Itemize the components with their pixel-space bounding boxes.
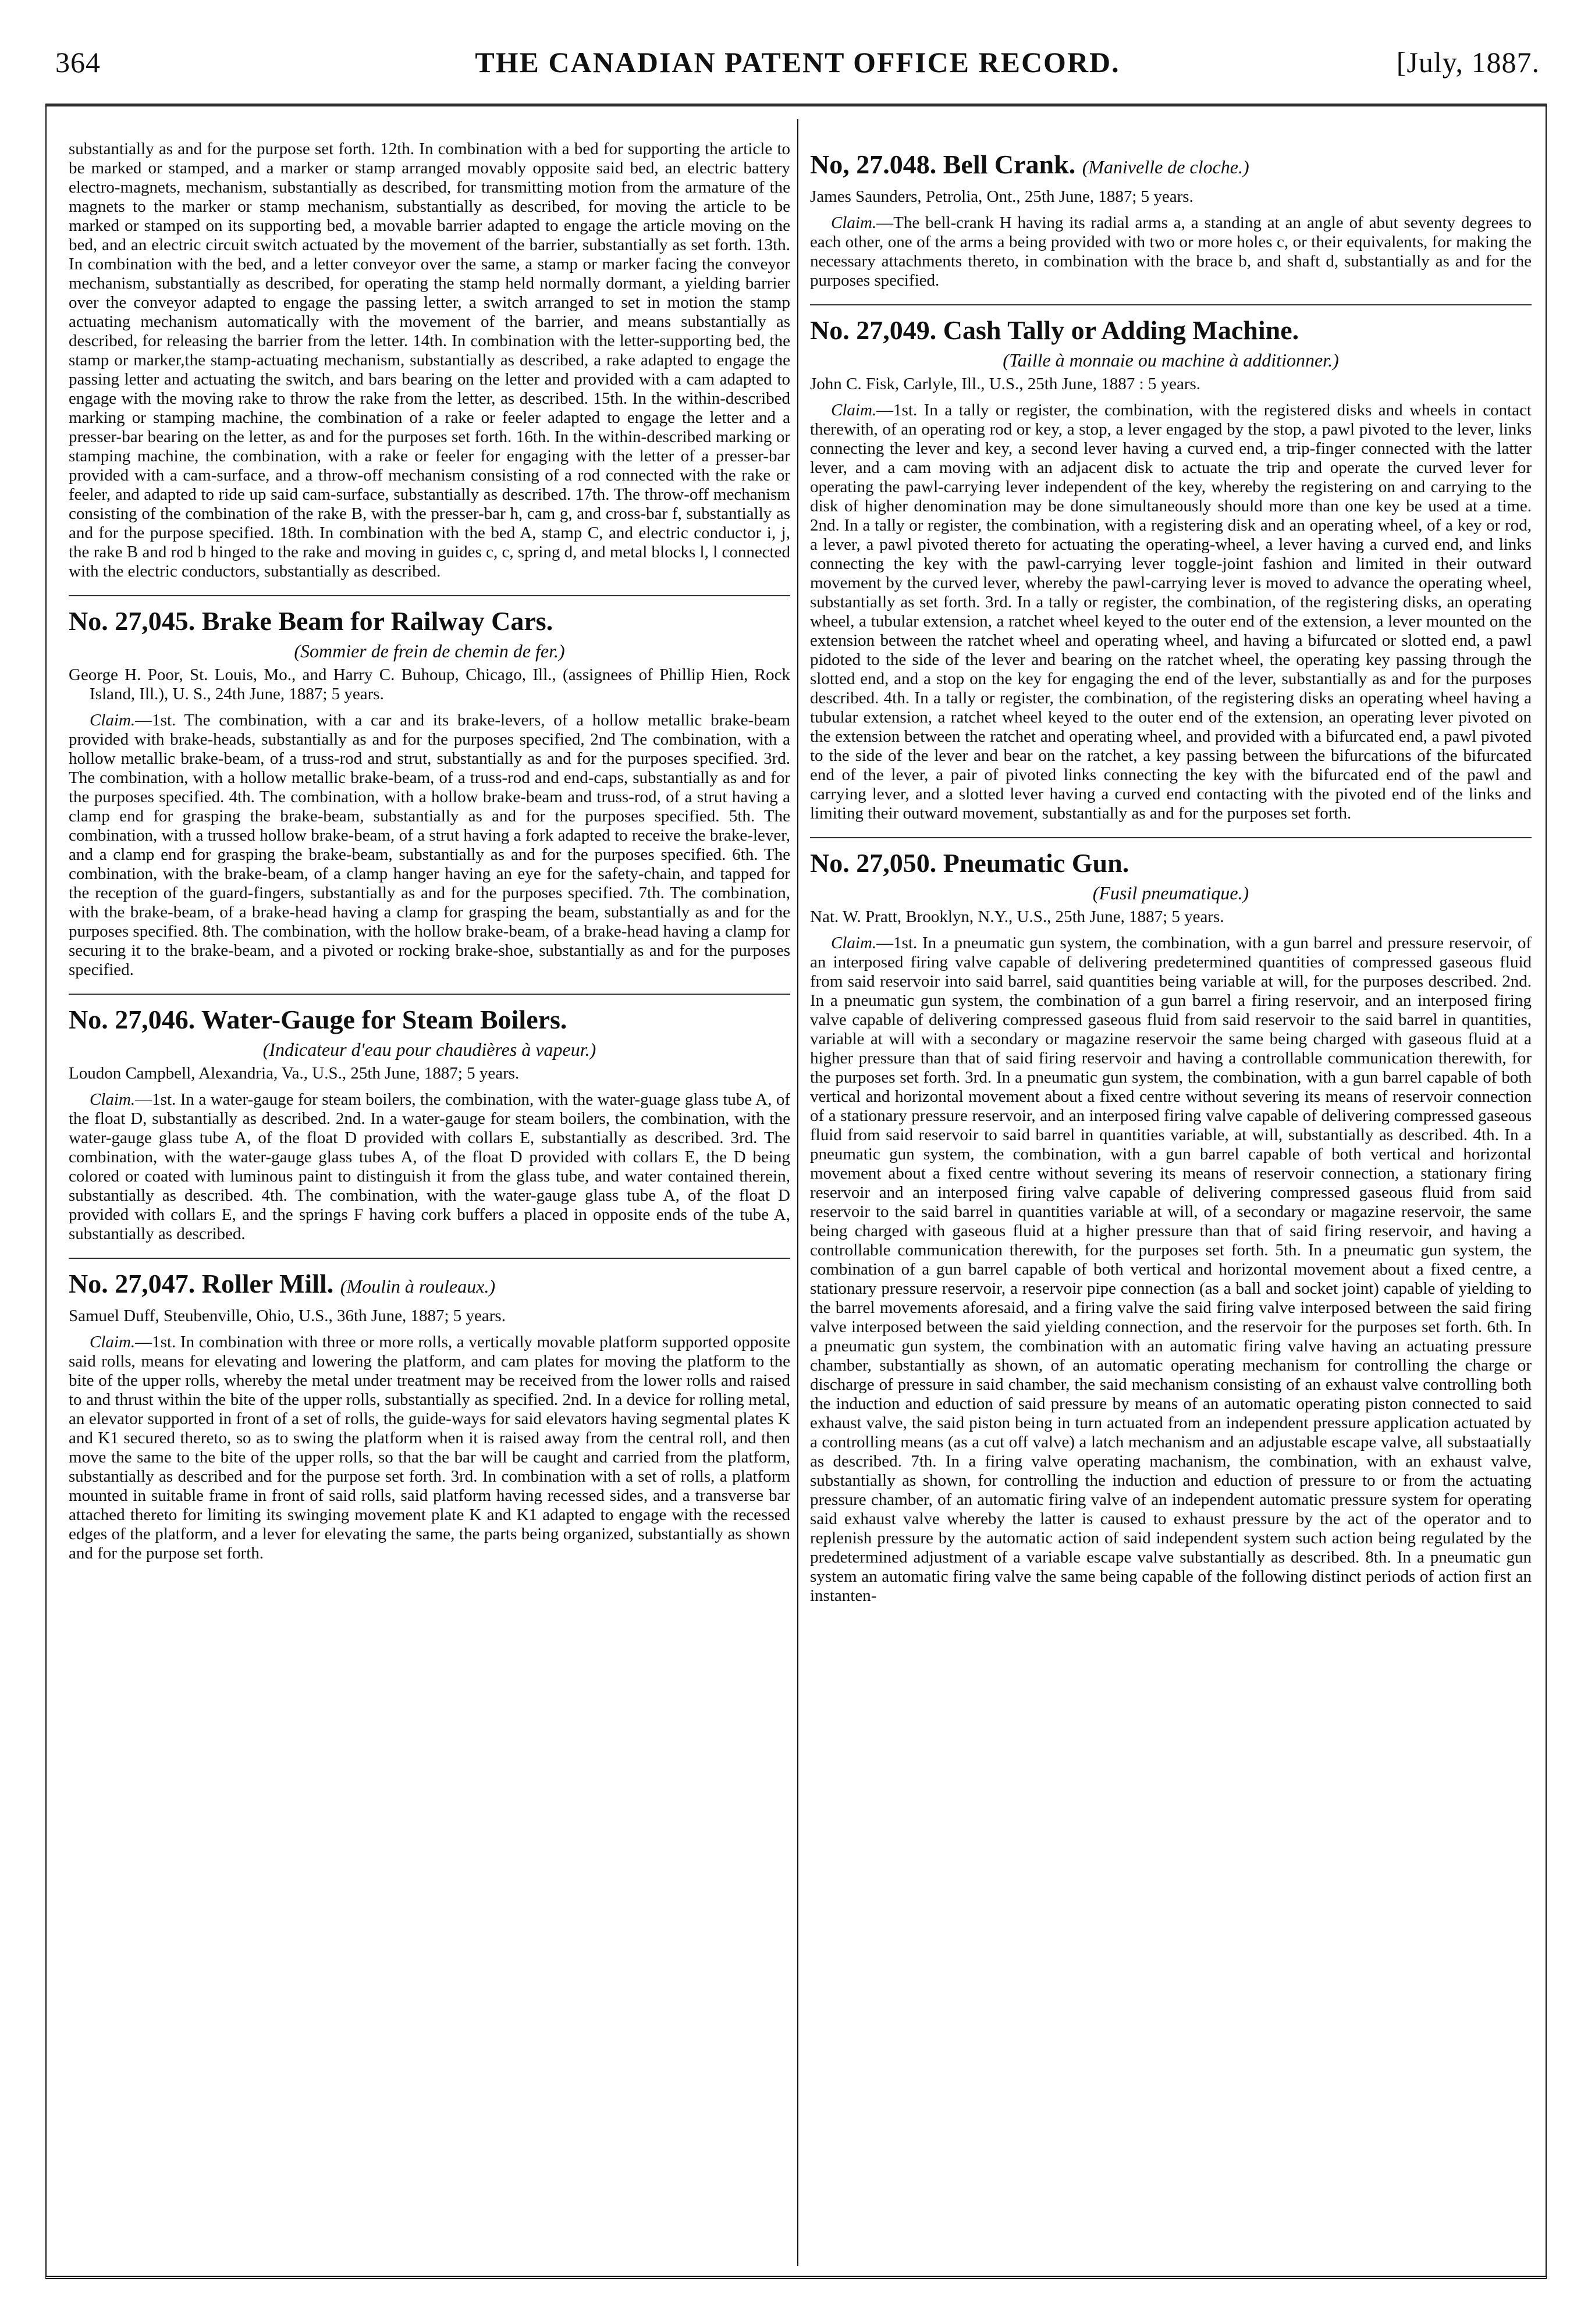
patent-entry xyxy=(69,604,790,995)
patent-entry xyxy=(810,846,1532,1620)
patent-number: No. 27,045. xyxy=(69,606,196,636)
claim-body: —1st. In a water-gauge for steam boilers, the combination, with the water-guage glass tube A, of the float D, substantially as described. 2nd. In a water-gauge for steam boilers, the combination, with the water-gauge glass tube A, of the float D provided with collars E, substantially as described. 3rd. The combination, with the water-gauge glass tubes A, of the float D provided with collars E, the D being colored or coated with luminous paint to distinguish it from the glass tube, and water contained therein, substantially as described. 4th. The combination, with the water-gauge glass tube A, of the float D provided with collars E, and the springs F having cork buffers a placed in opposite ends of the tube A, substantially as described. xyxy=(69,1090,790,1243)
claim-text xyxy=(810,213,1532,290)
page-header xyxy=(55,45,1540,86)
patent-entry xyxy=(810,148,1532,305)
claim-body: —The bell-crank H having its radial arms a, a standing at an angle of abut seventy degrees to each other, one of the arms a being provided with two or more holes c, or their equivalents, for making the necessary attachments thereto, in combination with the brace b, and shaft d, substantially as and for the purposes specified. xyxy=(810,213,1532,290)
patentee: Loudon Campbell, Alexandria, Va., U.S., 25th June, 1887; 5 years. xyxy=(69,1064,520,1083)
patent-title: Bell Crank. xyxy=(943,150,1076,179)
claim-body: —1st. The combination, with a car and its brake-levers, of a hollow metallic brake-beam provided with brake-heads, substantially as and for the purposes specified, 2nd The combination, with a hollow metallic brake-beam, of a truss-rod and strut, substantially as and for the purposes specified. 3rd. The combination, with a hollow metallic brake-beam, of a truss-rod and end-caps, substantially as and for the purposes specified. 4th. The combination, with a hollow brake-beam and truss-rod, of a strut having a clamp end for grasping the brake-beam, substantially as and for the purposes specified. 5th. The combination, with a trussed hollow brake-beam, of a strut having a fork adapted to receive the brake-lever, and a clamp end for grasping the brake-beam, substantially as and for the purposes specified. 6th. The combination, with the brake-beam, of a clamp hanger having an eye for the safety-chain, and tapped for the reception of the guard-fingers, substantially as and for the purposes specified. 7th. The combination, with the brake-beam, of a brake-head having a clamp for grasping the beam, substantially as and for the purposes specified. 8th. The combination, with the hollow brake-beam, of a brake-head having a clamp for securing it to the brake-beam, and a pivoted or rocking brake-shoe, substantially as and for the purposes specified. xyxy=(69,711,790,979)
column-divider xyxy=(797,119,798,2266)
patent-number: No. 27,049. xyxy=(810,315,937,345)
patent-entry xyxy=(810,314,1532,838)
patent-heading xyxy=(810,846,1532,880)
claim-text xyxy=(810,401,1532,823)
patent-heading xyxy=(69,604,790,638)
patent-entry xyxy=(69,1003,790,1259)
claim-label: Claim. xyxy=(90,711,136,729)
patentee: Samuel Duff, Steubenville, Ohio, U.S., 36th June, 1887; 5 years. xyxy=(69,1307,506,1325)
claim-label: Claim. xyxy=(831,934,877,952)
claim-label: Claim. xyxy=(90,1090,136,1109)
patent-title: Cash Tally or Adding Machine. xyxy=(943,315,1299,345)
continuation-entry xyxy=(69,140,790,596)
patent-heading xyxy=(810,314,1532,347)
patent-number: No. 27,047. xyxy=(69,1269,196,1298)
patentee: James Saunders, Petrolia, Ont., 25th June, 1887; 5 years. xyxy=(810,187,1193,206)
claim-text xyxy=(69,1333,790,1563)
publication-title: THE CANADIAN PATENT OFFICE RECORD. xyxy=(475,46,1120,79)
french-title: (Sommier de frein de chemin de fer.) xyxy=(294,640,565,661)
patent-heading xyxy=(69,1003,790,1037)
patent-title: Pneumatic Gun. xyxy=(943,848,1129,878)
claim-body: —1st. In a pneumatic gun system, the combination, with a gun barrel and pressure reservoir, of an interposed firing valve capable of delivering predetermined quantities of compressed gaseous fluid from said reservoir into said barrel, said quantities being variable at will, for the purposes described. 2nd. In a pneumatic gun system, the combination of a gun barrel a firing reservoir, and an interposed firing valve capable of delivering compressed gaseous fluid from said reservoir to the said barrel in quantities, variable at will with a secondary or magazine reservoir the same being charged with gaseous fluid at a higher pressure than that of said firing reservoir and having a controllable communication therewith, for the purposes set forth. 3rd. In a pneumatic gun system, the combination, with a gun barrel capable of both vertical and horizontal movement about a fixed centre without severing its means of reservoir connection of a stationary pressure reservoir, and an interposed firing valve capable of delivering compressed gaseous fluid from said reservoir to said barrel in quantities variable, at will, substantially as described. 4th. In a pneumatic gun system, the combination, with a gun barrel capable of both vertical and horizontal movement about a fixed centre without severing its means of reservoir connection, a stationary firing reservoir and an interposed firing valve capable of delivering compressed gaseous fluid from said reservoir to the said barrel in quantities variable at will, of a secondary or magazine reservoir, the same being charged with gaseous fluid at a higher pressure than that of said firing reservoir, and having a controllable communication therewith, for the purposes set forth. 5th. In a pneumatic gun system, the combination of a gun barrel capable of both vertical and horizontal movement about a fixed centre, a stationary pressure reservoir, a reservoir pipe connection (as a ball and socket joint) capable of yielding to the barrel movements aforesaid, and a firing valve the said firing valve interposed between the said firing valve interposed between the said yielding connection, and the reservoir for the purposes set forth. 6th. In a pneumatic gun system, the combination with an automatic firing valve having an actuating pressure chamber, substantially as shown, of an automatic operating mechanism for controlling the charge or discharge of pressure in said chamber, the said mechanism consisting of an exhaust valve controlling both the induction and eduction of said pressure by means of an automatic operating piston connected to said exhaust valve, the said piston being in turn actuated from an independent pressure application actuated by a controlling means (as a cut off valve) a latch mechanism and an adjustable escape valve, all substaatially as described. 7th. In a firing valve operating machanism, the combination, with an exhaust valve, substantially as shown, for controlling the induction and eduction of pressure to or from the actuating pressure chamber, of an automatic firing valve of an independent automatic pressure system for operating said exhaust valve whereby the latter is caused to exhaust pressure by the act of the operator and to replenish pressure by the automatic action of said independent system such action being regulated by the predetermined adjustment of a variable escape valve substantially as described. 8th. In a pneumatic gun system an automatic firing valve the same being capable of the following distinct periods of action first an instanten- xyxy=(810,934,1532,1605)
french-title: (Indicateur d'eau pour chaudières à vapeur.) xyxy=(262,1039,596,1060)
patent-title: Brake Beam for Railway Cars. xyxy=(201,606,553,636)
left-column xyxy=(69,140,790,2257)
patent-heading xyxy=(810,148,1532,184)
claim-text xyxy=(69,1090,790,1244)
claim-label: Claim. xyxy=(831,401,877,419)
claim-label: Claim. xyxy=(831,213,877,232)
claim-text xyxy=(69,711,790,980)
right-column xyxy=(810,140,1532,2257)
patent-number: No. 27,050. xyxy=(810,848,937,878)
french-title: (Manivelle de cloche.) xyxy=(1082,156,1249,177)
patentee: John C. Fisk, Carlyle, Ill., U.S., 25th June, 1887 : 5 years. xyxy=(810,375,1201,393)
patent-title: Roller Mill. xyxy=(201,1269,334,1298)
claim-text xyxy=(810,934,1532,1606)
continuation-text: substantially as and for the purpose set forth. 12th. In combination with a bed for supporting the article to be marked or stamped, and a marker or stamp arranged movably opposite said bed, an electric battery electro-magnets, mechanism, substantially as described, for transmitting motion from the armature of the magnets to the marker or stamp mechanism, substantially as described, for moving the article to be marked or stamped on its supporting bed, a movable barrier adapted to engage the article moving on the bed, and an electric circuit switch actuated by the movement of the barrier, substantially as set forth. 13th. In combination with the bed, and a letter conveyor over the same, a stamp or marker facing the conveyor mechanism, substantially as described, for operating the stamp held normally dormant, a yielding barrier over the conveyor adapted to engage the passing letter, a switch arranged to set in motion the stamp actuating mechanism automatically with the movement of the barrier, and means substantially as described, for releasing the barrier from the letter. 14th. In combination with the letter-supporting bed, the stamp or marker,the stamp-actuating mechanism, substantially as described, a rake adapted to engage the passing letter and actuating the switch, and bars bearing on the letter and provided with a cam adapted to engage with the moving rake to throw the rake from the letter, as described. 15th. In the within-described marking or stamping machine, the combination of a rake or feeler adapted to engage the letter and a presser-bar bearing on the letter, as and for the purposes set forth. 16th. In the within-described marking or stamping machine, the combination, with a rake or feeler for engaging with the letter of a presser-bar provided with a cam-surface, and a throw-off mechanism consisting of a rod connected with the rake or feeler, and adapted to ride up said cam-surface, substantially as described. 17th. The throw-off mechanism consisting of the combination of the rake B, with the presser-bar h, cam g, and cross-bar f, substantially as and for the purpose specified. 18th. In combination with the bed A, stamp C, and electric conductor i, j, the rake B and rod b hinged to the rake and moving in guides c, c, spring d, and metal blocks l, l connected with the electric conductors, substantially as described. xyxy=(69,140,790,581)
claim-body: —1st. In a tally or register, the combination, with the registered disks and wheels in contact therewith, of an operating rod or key, a stop, a lever engaged by the stop, a pawl pivoted to the lever, links connecting the lever and key, a second lever having a curved end, a trip-finger connected with the latter lever, and a cam moving with an adjacent disk to actuate the trip and operate the curved lever for operating the pawl-carrying lever independent of the key, whereby the registering on and carrying to the disk of higher denomination may be done simultaneously should more than one key be used at a time. 2nd. In a tally or register, the combination, with a registering disk and an operating wheel, of a key or rod, a lever, a pawl pivoted thereto for actuating the operating-wheel, a lever having a curved end, and links connecting the key with the pawl-carrying lever toggle-joint fashion and limited in their outward movement by the curved lever, whereby the pawl-carrying lever is moved to advance the operating wheel, substantially as set forth. 3rd. In a tally or register, the combination, of the registering disks, an operating wheel, a tubular extension, a ratchet wheel keyed to the outer end of the extension, a lever mounted on the extension between the ratchet wheel and operating wheel, and having a bifurcated or slotted end, a pawl pidoted to the side of the lever and bearing on the ratchet wheel, the operating key passing through the slotted end, and a stop on the key for engaging the end of the lever, substantially as and for the purposes described. 4th. In a tally or register, the combination, of the registering disks an operating wheel having a tubular extension, a ratchet wheel keyed to the outer end of the extension, an operating lever pivoted on the extension between the ratchet and operating wheel, and provided with a bifurcated end, a pawl pivoted to the side of the lever and bear on the ratchet, a key passing between the bifurcations of the bifurcated end of the lever, a pair of pivoted links connecting the key with the bifurcated end of the pawl and carrying lever, and a slotted lever having a curved end contacting with the pivoted end of the links and limiting their outward movement, substantially as and for the purposes set forth. xyxy=(810,401,1532,823)
patent-title: Water-Gauge for Steam Boilers. xyxy=(201,1005,567,1034)
issue-date: [July, 1887. xyxy=(1396,46,1540,79)
french-title: (Taille à monnaie ou machine à additionner.) xyxy=(1003,350,1339,371)
claim-label: Claim. xyxy=(90,1333,136,1351)
patent-number: No. 27,046. xyxy=(69,1005,196,1034)
page-number: 364 xyxy=(55,46,101,79)
patent-heading xyxy=(69,1267,790,1303)
claim-body: —1st. In combination with three or more rolls, a vertically movable platform supported opposite said rolls, means for elevating and lowering the platform, and cam plates for moving the platform to the bite of the upper rolls, whereby the metal under treatment may be received from the lower rolls and raised to and thrust within the bite of the upper rolls, substantially as specified. 2nd. In a device for rolling metal, an elevator supported in front of a set of rolls, the guide-ways for said elevators having segmental plates K and K1 secured thereto, so as to swing the platform when it is raised away from the central roll, and then move the same to the bite of the upper rolls, so that the bar will be caught and carried from the platform, substantially as described and for the purpose set forth. 3rd. In combination with a set of rolls, a platform mounted in suitable frame in front of said rolls, said platform having recessed sides, and a transverse bar attached thereto for limiting its swinging movement plate K and K1 adapted to engage with the recessed edges of the platform, and a lever for elevating the same, the parts being organized, substantially as shown and for the purpose set forth. xyxy=(69,1333,790,1563)
patentee: George H. Poor, St. Louis, Mo., and Harry C. Buhoup, Chicago, Ill., (assignees of Phillip Hien, Rock Island, Ill.), U. S., 24th June, 1887; 5 years. xyxy=(69,665,790,703)
french-title: (Fusil pneumatique.) xyxy=(1092,882,1249,903)
patent-number: No, 27.048. xyxy=(810,150,937,179)
french-title: (Moulin à rouleaux.) xyxy=(340,1276,496,1297)
patentee: Nat. W. Pratt, Brooklyn, N.Y., U.S., 25th June, 1887; 5 years. xyxy=(810,907,1224,926)
patent-entry xyxy=(69,1267,790,1577)
